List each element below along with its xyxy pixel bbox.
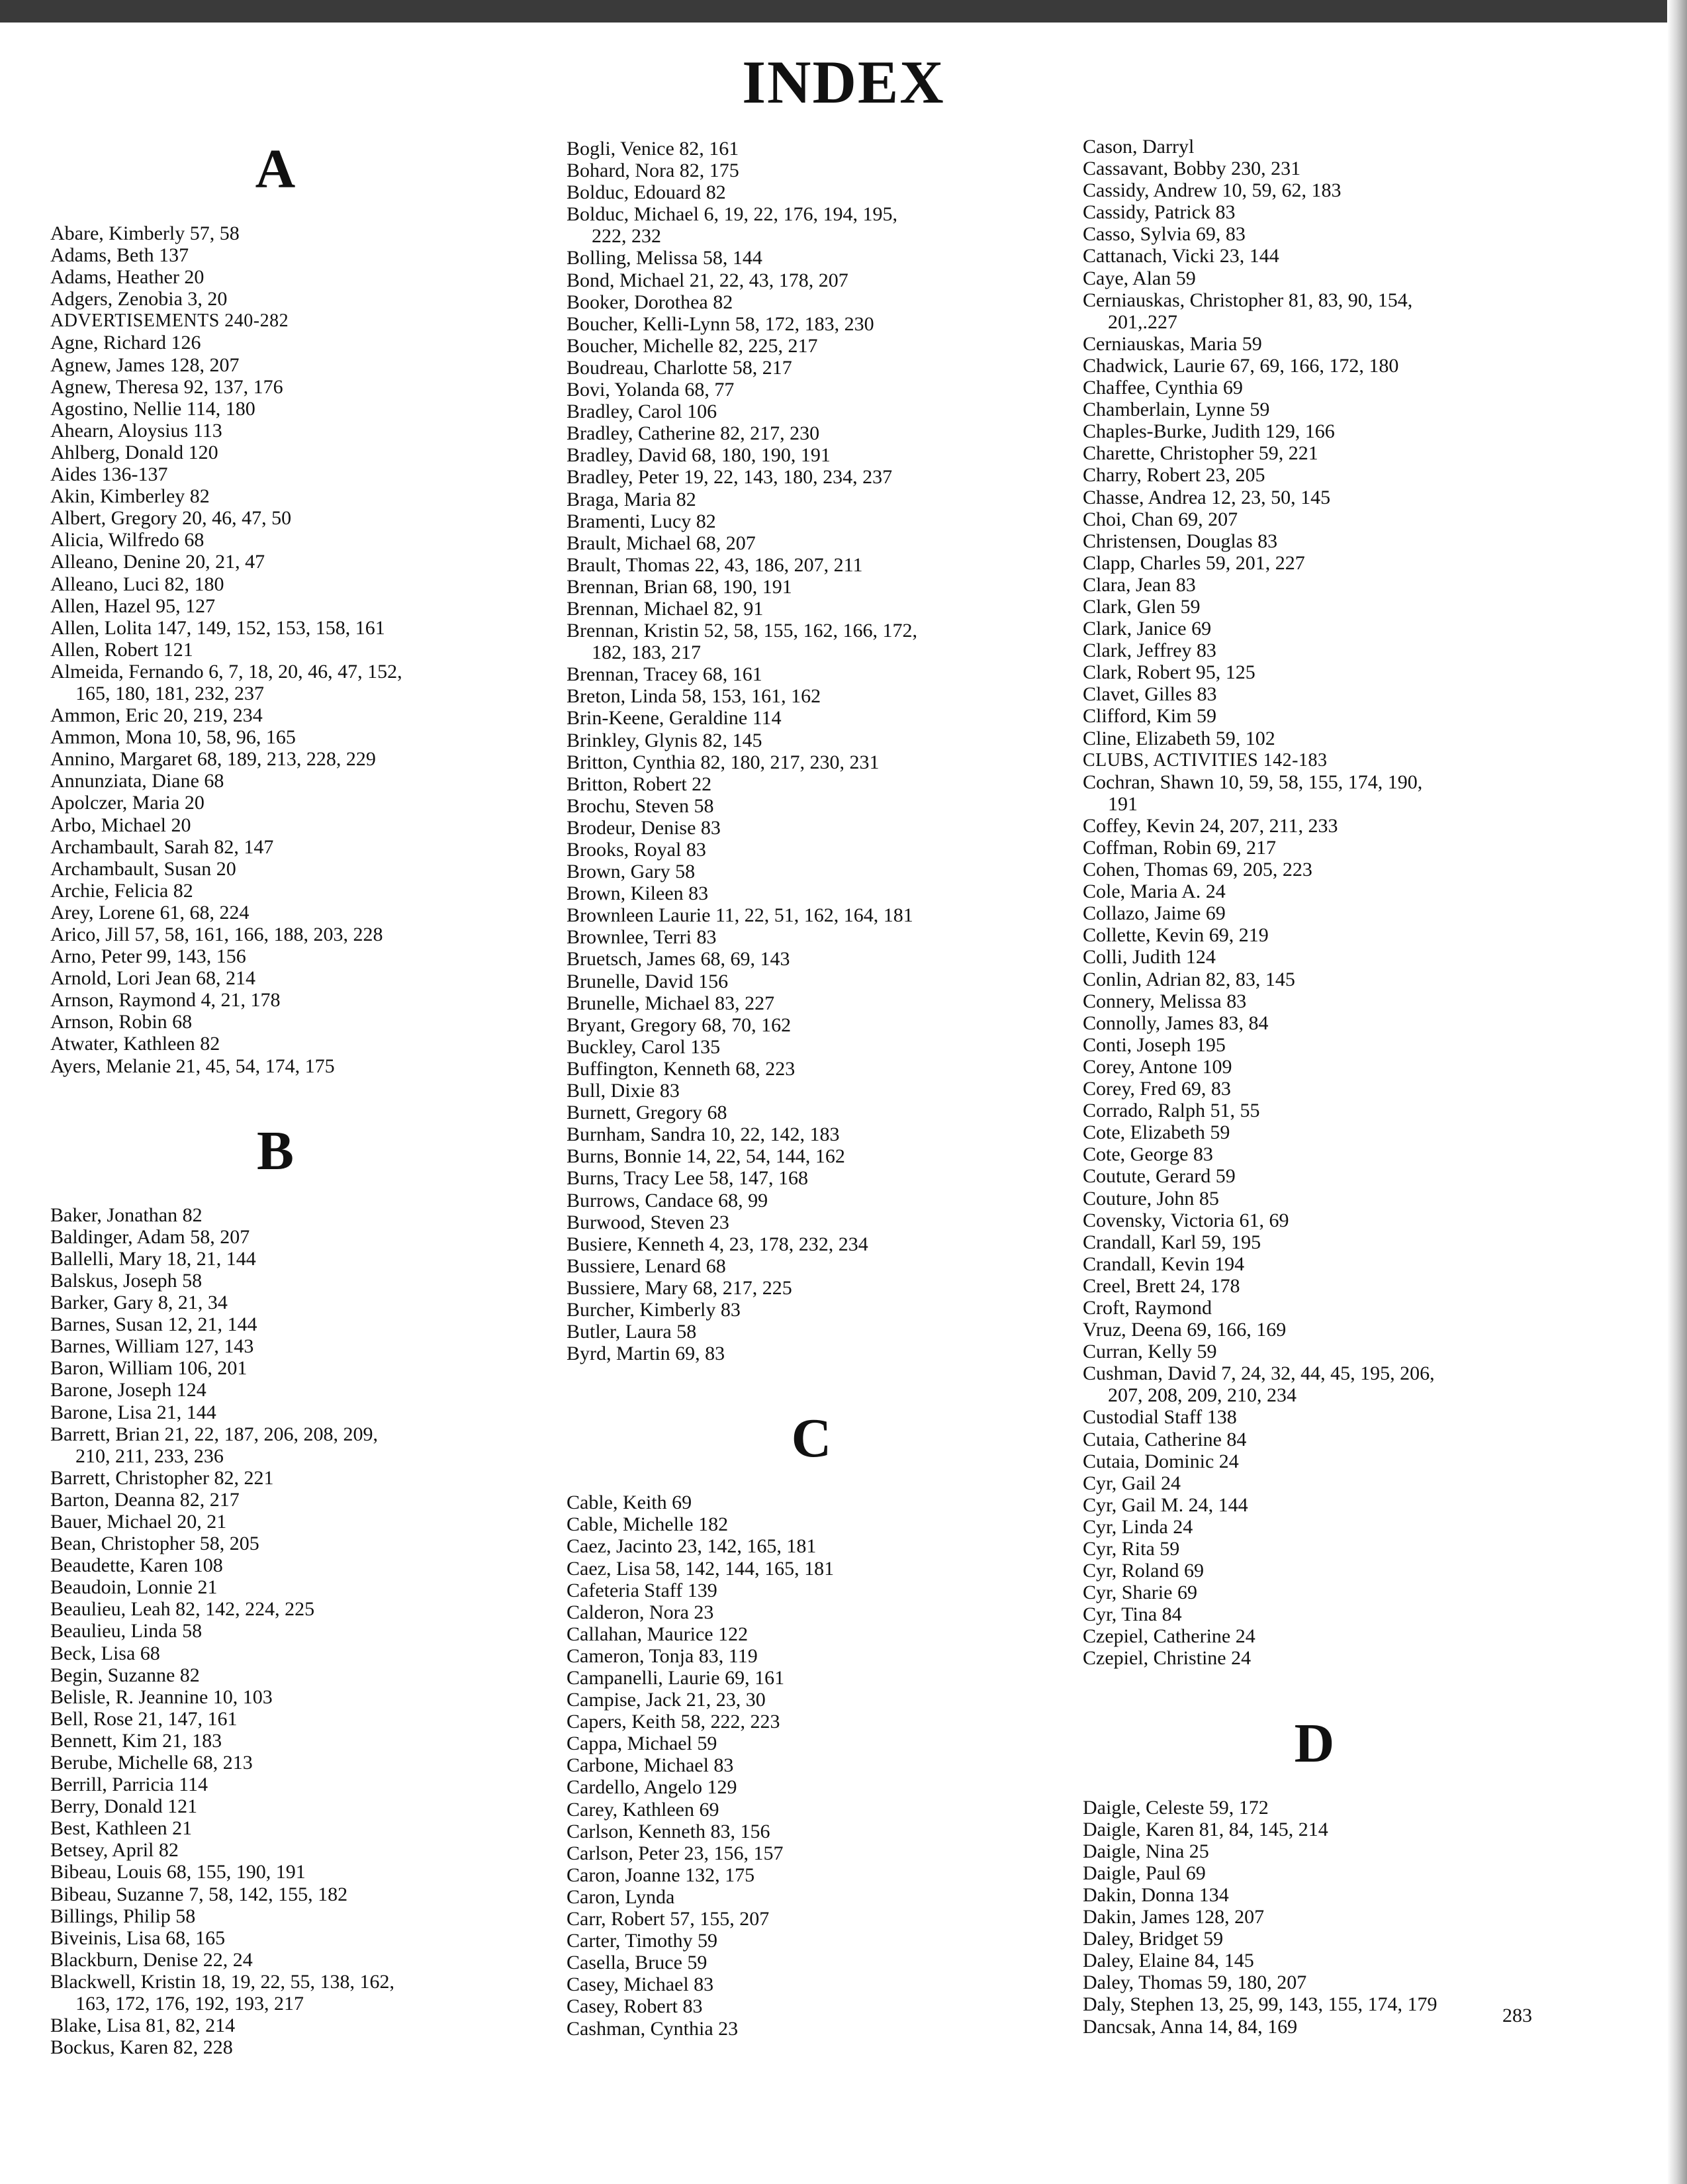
index-entry: Cote, Elizabeth 59 — [1083, 1121, 1230, 1144]
index-entry: Beaulieu, Linda 58 — [50, 1620, 203, 1642]
index-entry: Allen, Robert 121 — [50, 638, 193, 661]
index-entry: Creel, Brett 24, 178 — [1083, 1274, 1240, 1297]
index-entry: Callahan, Maurice 122 — [567, 1623, 749, 1645]
index-entry: Calderon, Nora 23 — [567, 1601, 714, 1623]
index-entry: Cassidy, Patrick 83 — [1083, 201, 1236, 224]
index-entry: Bramenti, Lucy 82 — [567, 510, 716, 532]
index-entry: Casey, Robert 83 — [567, 1995, 703, 2018]
index-entry: Cyr, Gail M. 24, 144 — [1083, 1494, 1248, 1516]
index-entry: Brinkley, Glynis 82, 145 — [567, 729, 762, 751]
index-entry: Beaulieu, Leah 82, 142, 224, 225 — [50, 1598, 315, 1621]
index-entry-continuation: 191 — [1108, 792, 1138, 815]
index-entry: Caron, Joanne 132, 175 — [567, 1864, 755, 1886]
index-entry: Albert, Gregory 20, 46, 47, 50 — [50, 507, 292, 530]
index-entry: Ahearn, Aloysius 113 — [50, 419, 222, 442]
index-entry: Clark, Robert 95, 125 — [1083, 661, 1255, 684]
index-entry: Carey, Kathleen 69 — [567, 1798, 719, 1821]
index-entry: Curran, Kelly 59 — [1083, 1341, 1217, 1363]
index-entry: Bohard, Nora 82, 175 — [567, 160, 739, 182]
index-entry: Archambault, Sarah 82, 147 — [50, 835, 274, 858]
index-entry: Chasse, Andrea 12, 23, 50, 145 — [1083, 486, 1331, 508]
index-entry: Bean, Christopher 58, 205 — [50, 1533, 259, 1555]
scan-binding-edge — [1667, 0, 1687, 2184]
index-entry: Cyr, Linda 24 — [1083, 1515, 1193, 1538]
index-entry: Czepiel, Catherine 24 — [1083, 1625, 1255, 1648]
index-entry: Dancsak, Anna 14, 84, 169 — [1083, 2015, 1298, 2038]
index-entry: Custodial Staff 138 — [1083, 1406, 1237, 1429]
index-entry: Coutute, Gerard 59 — [1083, 1165, 1236, 1188]
index-entry: Balskus, Joseph 58 — [50, 1269, 203, 1292]
index-entry-continuation: 222, 232 — [592, 225, 661, 248]
index-entry: Casey, Michael 83 — [567, 1973, 714, 1996]
index-entry: Choi, Chan 69, 207 — [1083, 508, 1238, 530]
index-entry: Boudreau, Charlotte 58, 217 — [567, 356, 792, 379]
index-entry: Bogli, Venice 82, 161 — [567, 138, 739, 160]
index-entry: Barrett, Christopher 82, 221 — [50, 1466, 274, 1489]
index-entry: Begin, Suzanne 82 — [50, 1664, 200, 1686]
index-entry: Bryant, Gregory 68, 70, 162 — [567, 1014, 792, 1036]
index-entry: Collazo, Jaime 69 — [1083, 902, 1226, 925]
index-entry: Corrado, Ralph 51, 55 — [1083, 1100, 1260, 1122]
index-entry: Arico, Jill 57, 58, 161, 166, 188, 203, 228 — [50, 924, 383, 945]
index-entry: Brunelle, David 156 — [567, 970, 729, 992]
index-entry: Barker, Gary 8, 21, 34 — [50, 1292, 228, 1314]
index-entry: Brunelle, Michael 83, 227 — [567, 992, 775, 1014]
index-entry: Burcher, Kimberly 83 — [567, 1298, 741, 1321]
index-entry: Berrill, Parricia 114 — [50, 1774, 208, 1796]
index-entry: Couture, John 85 — [1083, 1187, 1219, 1210]
index-entry: Brown, Gary 58 — [567, 861, 696, 883]
index-entry: Abare, Kimberly 57, 58 — [50, 222, 240, 244]
index-entry: Brennan, Brian 68, 190, 191 — [567, 575, 792, 598]
index-entry: Cutaia, Catherine 84 — [1083, 1428, 1247, 1450]
index-column-1 — [50, 139, 527, 2058]
index-entry: Cattanach, Vicki 23, 144 — [1083, 245, 1279, 267]
index-entry: Arnson, Raymond 4, 21, 178 — [50, 989, 281, 1012]
index-entry: Daigle, Karen 81, 84, 145, 214 — [1083, 1818, 1328, 1840]
index-entry: Beaudette, Karen 108 — [50, 1554, 223, 1577]
section-gap — [50, 1077, 527, 1121]
index-entry: Bradley, Peter 19, 22, 143, 180, 234, 237 — [567, 466, 893, 489]
scan-top-edge — [0, 0, 1687, 23]
index-entry: Burns, Bonnie 14, 22, 54, 144, 162 — [567, 1145, 845, 1168]
index-entry: Berry, Donald 121 — [50, 1795, 198, 1818]
index-entry: Caron, Lynda — [567, 1885, 675, 1908]
index-entry: Cutaia, Dominic 24 — [1083, 1450, 1239, 1472]
index-entry: Bussiere, Lenard 68 — [567, 1255, 726, 1277]
index-entry: Annino, Margaret 68, 189, 213, 228, 229 — [50, 748, 376, 771]
index-entry: Buffington, Kenneth 68, 223 — [567, 1057, 796, 1080]
index-entry: Vruz, Deena 69, 166, 169 — [1083, 1319, 1287, 1341]
index-entry-continuation: 207, 208, 209, 210, 234 — [1108, 1384, 1297, 1407]
index-column-2 — [567, 138, 1056, 2040]
index-entry: Brodeur, Denise 83 — [567, 816, 721, 839]
index-entry: Bennett, Kim 21, 183 — [50, 1729, 222, 1752]
index-entry: Adams, Beth 137 — [50, 244, 189, 267]
index-entry: Brennan, Michael 82, 91 — [567, 597, 764, 620]
index-entry: Boucher, Michelle 82, 225, 217 — [567, 334, 818, 357]
index-entry: Brault, Michael 68, 207 — [567, 532, 756, 554]
index-entry-continuation: 163, 172, 176, 192, 193, 217 — [75, 1993, 304, 2015]
index-entry: Caye, Alan 59 — [1083, 267, 1196, 289]
section-letter: D — [1294, 1712, 1335, 1774]
index-entry: Conlin, Adrian 82, 83, 145 — [1083, 968, 1295, 990]
index-entry: Bolduc, Edouard 82 — [567, 181, 726, 204]
index-entry: Bolduc, Michael 6, 19, 22, 176, 194, 195, — [567, 203, 897, 226]
index-entry: Carlson, Kenneth 83, 156 — [567, 1820, 770, 1842]
index-entry: Coffman, Robin 69, 217 — [1083, 837, 1276, 859]
index-entry: Butler, Laura 58 — [567, 1321, 697, 1343]
index-entry: Beaudoin, Lonnie 21 — [50, 1576, 218, 1599]
index-entry: Clifford, Kim 59 — [1083, 705, 1216, 728]
index-entry: Boucher, Kelli-Lynn 58, 172, 183, 230 — [567, 312, 874, 335]
index-entry: Allen, Lolita 147, 149, 152, 153, 158, 161 — [50, 616, 385, 639]
section-gap — [567, 1364, 1056, 1408]
index-entry: Ammon, Mona 10, 58, 96, 165 — [50, 726, 296, 749]
index-entry: Brennan, Kristin 52, 58, 155, 162, 166, 172, — [567, 620, 917, 642]
index-entry: Covensky, Victoria 61, 69 — [1083, 1209, 1289, 1231]
index-entry: Cohen, Thomas 69, 205, 223 — [1083, 859, 1312, 881]
index-entry: Dakin, Donna 134 — [1083, 1883, 1229, 1906]
index-entry: Carlson, Peter 23, 156, 157 — [567, 1842, 784, 1864]
section-letter: C — [791, 1407, 832, 1470]
index-entry-continuation: 201,.227 — [1108, 310, 1177, 333]
index-entry: Cole, Maria A. 24 — [1083, 880, 1226, 903]
index-entry: Brown, Kileen 83 — [567, 882, 709, 905]
index-entry: Cyr, Tina 84 — [1083, 1603, 1182, 1626]
index-entry: Brownleen Laurie 11, 22, 51, 162, 164, 181 — [567, 904, 913, 927]
index-entry: Cyr, Rita 59 — [1083, 1538, 1180, 1560]
index-entry: Chadwick, Laurie 67, 69, 166, 172, 180 — [1083, 354, 1399, 377]
index-entry: Blackwell, Kristin 18, 19, 22, 55, 138, 162, — [50, 1970, 394, 1993]
index-entry: Christensen, Douglas 83 — [1083, 530, 1278, 552]
index-entry: Braga, Maria 82 — [567, 488, 696, 510]
index-entry: Arno, Peter 99, 143, 156 — [50, 945, 246, 968]
index-entry: Arey, Lorene 61, 68, 224 — [50, 901, 250, 924]
index-entry: Breton, Linda 58, 153, 161, 162 — [567, 685, 821, 708]
index-entry: Daley, Bridget 59 — [1083, 1928, 1224, 1950]
index-entry: Buckley, Carol 135 — [567, 1035, 721, 1058]
index-entry: Barone, Joseph 124 — [50, 1379, 206, 1401]
index-entry: Cason, Darryl — [1083, 136, 1195, 158]
index-entry: Berube, Michelle 68, 213 — [50, 1752, 253, 1774]
index-entry: Cashman, Cynthia 23 — [567, 2017, 739, 2040]
index-entry: Daly, Stephen 13, 25, 99, 143, 155, 174, 179 — [1083, 1993, 1437, 2016]
index-entry: Annunziata, Diane 68 — [50, 770, 224, 792]
index-entry: Cardello, Angelo 129 — [567, 1776, 737, 1799]
index-entry: Burrows, Candace 68, 99 — [567, 1189, 768, 1211]
index-entry: Barnes, Susan 12, 21, 144 — [50, 1313, 257, 1336]
index-entry: Busiere, Kenneth 4, 23, 178, 232, 234 — [567, 1233, 868, 1255]
index-entry: Connolly, James 83, 84 — [1083, 1012, 1269, 1034]
index-entry: Bauer, Michael 20, 21 — [50, 1510, 227, 1533]
index-entry: Ballelli, Mary 18, 21, 144 — [50, 1247, 256, 1270]
index-entry: Clark, Janice 69 — [1083, 618, 1212, 640]
index-entry: Barone, Lisa 21, 144 — [50, 1401, 216, 1423]
index-entry: Alleano, Luci 82, 180 — [50, 573, 224, 595]
index-entry: Cline, Elizabeth 59, 102 — [1083, 727, 1275, 749]
index-column-3 — [1083, 136, 1546, 2038]
index-entry: Cassidy, Andrew 10, 59, 62, 183 — [1083, 179, 1342, 202]
index-entry: Bell, Rose 21, 147, 161 — [50, 1707, 238, 1730]
index-entry-continuation: 165, 180, 181, 232, 237 — [75, 682, 264, 704]
index-entry: Charry, Robert 23, 205 — [1083, 464, 1265, 487]
index-entry: Daigle, Paul 69 — [1083, 1862, 1206, 1884]
index-entry: Brochu, Steven 58 — [567, 794, 714, 817]
index-entry: Brooks, Royal 83 — [567, 839, 706, 861]
index-entry: Corey, Fred 69, 83 — [1083, 1078, 1231, 1100]
index-entry: Daigle, Nina 25 — [1083, 1840, 1209, 1862]
index-entry: Brownlee, Terri 83 — [567, 926, 717, 949]
index-entry: Daley, Elaine 84, 145 — [1083, 1950, 1254, 1972]
index-entry: ADVERTISEMENTS 240-282 — [50, 310, 289, 332]
index-entry: Cyr, Sharie 69 — [1083, 1582, 1197, 1604]
index-entry: Allen, Hazel 95, 127 — [50, 594, 216, 617]
index-entry: Blake, Lisa 81, 82, 214 — [50, 2015, 236, 2037]
section-letter: B — [256, 1119, 295, 1182]
index-entry: Carbone, Michael 83 — [567, 1754, 734, 1777]
index-entry: Baron, William 106, 201 — [50, 1357, 248, 1380]
index-entry: Corey, Antone 109 — [1083, 1055, 1232, 1078]
index-entry: Conti, Joseph 195 — [1083, 1033, 1226, 1056]
index-entry: Burnett, Gregory 68 — [567, 1102, 727, 1124]
index-entry: Clark, Glen 59 — [1083, 595, 1201, 618]
section-letter: A — [255, 138, 296, 200]
index-entry: Casella, Bruce 59 — [567, 1952, 707, 1974]
index-entry: Arnson, Robin 68 — [50, 1011, 193, 1033]
index-entry: Booker, Dorothea 82 — [567, 291, 733, 313]
index-entry: Clara, Jean 83 — [1083, 573, 1196, 596]
index-entry: Bockus, Karen 82, 228 — [50, 2036, 233, 2059]
index-entry: Cable, Michelle 182 — [567, 1513, 729, 1536]
index-entry: Betsey, April 82 — [50, 1839, 179, 1862]
index-entry: Daigle, Celeste 59, 172 — [1083, 1796, 1269, 1819]
index-entry: Archie, Felicia 82 — [50, 879, 193, 902]
index-entry: Dakin, James 128, 207 — [1083, 1906, 1265, 1928]
page-number: 283 — [1502, 2005, 1532, 2026]
index-entry: Britton, Robert 22 — [567, 773, 712, 795]
index-entry: Bradley, Carol 106 — [567, 401, 717, 423]
index-entry: Apolczer, Maria 20 — [50, 792, 205, 814]
index-entry: Burnham, Sandra 10, 22, 142, 183 — [567, 1123, 840, 1146]
index-entry: Daley, Thomas 59, 180, 207 — [1083, 1971, 1307, 1994]
index-entry: Caez, Lisa 58, 142, 144, 165, 181 — [567, 1557, 835, 1580]
index-entry: Carter, Timothy 59 — [567, 1930, 717, 1952]
index-entry: Alleano, Denine 20, 21, 47 — [50, 551, 265, 573]
index-entry: Campanelli, Laurie 69, 161 — [567, 1667, 785, 1689]
index-entry: Czepiel, Christine 24 — [1083, 1647, 1252, 1670]
index-entry: Coffey, Kevin 24, 207, 211, 233 — [1083, 814, 1338, 837]
index-entry: Bussiere, Mary 68, 217, 225 — [567, 1276, 792, 1299]
index-entry: Cameron, Tonja 83, 119 — [567, 1644, 758, 1667]
index-entry: Casso, Sylvia 69, 83 — [1083, 223, 1246, 246]
index-entry: Clavet, Gilles 83 — [1083, 683, 1217, 706]
index-entry: Cyr, Roland 69 — [1083, 1560, 1204, 1582]
index-entry: Campise, Jack 21, 23, 30 — [567, 1689, 766, 1711]
page-title: INDEX — [742, 48, 945, 116]
index-entry: Blackburn, Denise 22, 24 — [50, 1948, 253, 1971]
index-entry: Capers, Keith 58, 222, 223 — [567, 1711, 780, 1733]
index-entry: Ahlberg, Donald 120 — [50, 441, 218, 463]
index-entry: Bull, Dixie 83 — [567, 1080, 680, 1102]
index-entry: Baldinger, Adam 58, 207 — [50, 1225, 250, 1248]
index-entry: Ayers, Melanie 21, 45, 54, 174, 175 — [50, 1055, 335, 1077]
index-entry: Bradley, Catherine 82, 217, 230 — [567, 422, 820, 445]
index-entry: Connery, Melissa 83 — [1083, 990, 1247, 1012]
index-entry: Chamberlain, Lynne 59 — [1083, 399, 1270, 421]
index-entry: Bibeau, Suzanne 7, 58, 142, 155, 182 — [50, 1883, 348, 1905]
index-entry: Aides 136-137 — [50, 463, 168, 486]
index-entry: Chaples-Burke, Judith 129, 166 — [1083, 420, 1335, 443]
index-entry: Agostino, Nellie 114, 180 — [50, 397, 255, 420]
index-entry: Bond, Michael 21, 22, 43, 178, 207 — [567, 269, 848, 291]
index-entry: Cochran, Shawn 10, 59, 58, 155, 174, 190, — [1083, 771, 1423, 793]
index-entry: Bradley, David 68, 180, 190, 191 — [567, 444, 831, 467]
index-entry: Brin-Keene, Geraldine 114 — [567, 707, 782, 730]
index-entry: Arnold, Lori Jean 68, 214 — [50, 967, 255, 990]
index-entry: Cafeteria Staff 139 — [567, 1579, 717, 1601]
index-entry: Burwood, Steven 23 — [567, 1211, 729, 1233]
index-entry: Arbo, Michael 20 — [50, 814, 191, 836]
index-entry: Agne, Richard 126 — [50, 332, 201, 354]
index-entry: Collette, Kevin 69, 219 — [1083, 924, 1269, 947]
index-entry-continuation: 182, 183, 217 — [592, 641, 701, 664]
index-entry: Brault, Thomas 22, 43, 186, 207, 211 — [567, 553, 863, 576]
index-entry: Chaffee, Cynthia 69 — [1083, 377, 1243, 399]
index-entry: Cappa, Michael 59 — [567, 1733, 717, 1755]
index-entry: CLUBS, ACTIVITIES 142-183 — [1083, 749, 1328, 771]
index-entry: Cushman, David 7, 24, 32, 44, 45, 195, 206, — [1083, 1362, 1435, 1385]
index-entry: Britton, Cynthia 82, 180, 217, 230, 231 — [567, 751, 880, 773]
index-entry: Biveinis, Lisa 68, 165 — [50, 1926, 226, 1949]
section-gap — [1083, 1670, 1546, 1713]
index-entry: Crandall, Kevin 194 — [1083, 1253, 1245, 1275]
index-entry: Croft, Raymond — [1083, 1296, 1212, 1319]
index-entry: Bibeau, Louis 68, 155, 190, 191 — [50, 1861, 306, 1883]
index-entry: Cassavant, Bobby 230, 231 — [1083, 158, 1301, 180]
index-entry: Alicia, Wilfredo 68 — [50, 529, 205, 551]
index-entry: Cyr, Gail 24 — [1083, 1472, 1181, 1494]
index-entry: Clark, Jeffrey 83 — [1083, 640, 1216, 662]
index-entry: Barrett, Brian 21, 22, 187, 206, 208, 209, — [50, 1423, 378, 1445]
index-entry: Ammon, Eric 20, 219, 234 — [50, 704, 263, 727]
index-entry: Almeida, Fernando 6, 7, 18, 20, 46, 47, 152, — [50, 660, 402, 683]
index-entry: Bruetsch, James 68, 69, 143 — [567, 948, 790, 971]
index-entry: Agnew, James 128, 207 — [50, 354, 240, 376]
index-entry: Agnew, Theresa 92, 137, 176 — [50, 375, 283, 398]
index-entry: Clapp, Charles 59, 201, 227 — [1083, 551, 1305, 574]
index-entry: Brennan, Tracey 68, 161 — [567, 663, 762, 686]
index-entry: Beck, Lisa 68 — [50, 1642, 160, 1664]
index-entry: Caez, Jacinto 23, 142, 165, 181 — [567, 1535, 817, 1558]
index-entry: Byrd, Martin 69, 83 — [567, 1343, 725, 1365]
index-entry: Baker, Jonathan 82 — [50, 1204, 203, 1226]
index-entry: Cable, Keith 69 — [567, 1492, 692, 1514]
index-entry: Barnes, William 127, 143 — [50, 1335, 254, 1358]
index-entry: Archambault, Susan 20 — [50, 857, 236, 880]
index-entry-continuation: 210, 211, 233, 236 — [75, 1445, 224, 1467]
index-entry: Cerniauskas, Maria 59 — [1083, 332, 1262, 355]
index-entry: Burns, Tracy Lee 58, 147, 168 — [567, 1167, 808, 1190]
index-entry: Atwater, Kathleen 82 — [50, 1033, 220, 1055]
index-entry: Crandall, Karl 59, 195 — [1083, 1231, 1261, 1253]
index-entry: Colli, Judith 124 — [1083, 946, 1216, 969]
index-entry: Bovi, Yolanda 68, 77 — [567, 379, 735, 401]
index-entry: Akin, Kimberley 82 — [50, 485, 210, 508]
index-entry: Cote, George 83 — [1083, 1143, 1213, 1166]
index-entry: Adams, Heather 20 — [50, 266, 205, 289]
index-entry: Barton, Deanna 82, 217 — [50, 1488, 240, 1511]
index-entry: Adgers, Zenobia 3, 20 — [50, 288, 228, 310]
index-entry: Cerniauskas, Christopher 81, 83, 90, 154, — [1083, 289, 1413, 311]
index-entry: Carr, Robert 57, 155, 207 — [567, 1908, 770, 1930]
index-entry: Bolling, Melissa 58, 144 — [567, 247, 762, 269]
index-entry: Best, Kathleen 21 — [50, 1817, 193, 1840]
index-entry: Belisle, R. Jeannine 10, 103 — [50, 1685, 273, 1708]
index-entry: Billings, Philip 58 — [50, 1905, 196, 1927]
index-entry: Charette, Christopher 59, 221 — [1083, 442, 1318, 465]
